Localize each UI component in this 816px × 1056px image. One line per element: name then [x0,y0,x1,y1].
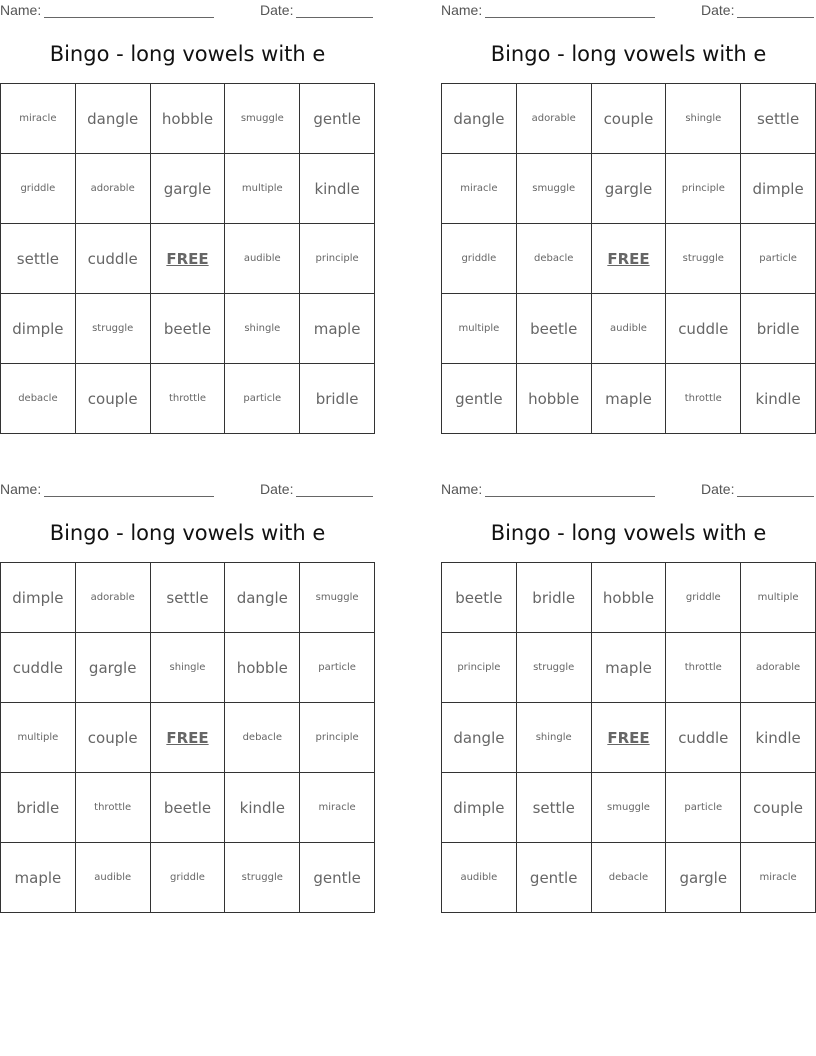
bingo-cell: adorable [741,633,816,703]
bingo-cell: griddle [1,154,76,224]
bingo-cell: dangle [76,84,151,154]
free-space: FREE [592,224,667,294]
bingo-cell: bridle [1,773,76,843]
name-field [441,2,655,18]
bingo-cell: couple [592,84,667,154]
bingo-cell: principle [300,703,375,773]
bingo-cell: settle [1,224,76,294]
bingo-grid [441,83,816,434]
bingo-card [0,479,375,887]
bingo-cell: miracle [442,154,517,224]
date-field [260,481,373,497]
bingo-cell: gentle [517,843,592,913]
card-title: Bingo - long vowels with e [490,42,767,66]
name-blank [44,3,214,18]
bingo-cell: adorable [76,154,151,224]
name-blank [485,482,655,497]
bingo-cell: miracle [741,843,816,913]
bingo-cell: maple [592,364,667,434]
bingo-card [441,479,816,887]
bingo-cell: maple [300,294,375,364]
bingo-cell: miracle [300,773,375,843]
bingo-grid [0,562,375,913]
name-label: Name: [441,481,483,497]
card-title: Bingo - long vowels with e [49,42,326,66]
bingo-cell: dangle [225,563,300,633]
bingo-cell: struggle [76,294,151,364]
bingo-cell: dimple [1,294,76,364]
bingo-cell: smuggle [592,773,667,843]
card-header [0,0,375,20]
bingo-cell: beetle [151,773,226,843]
date-label: Date: [701,2,735,18]
card-title: Bingo - long vowels with e [49,521,326,545]
bingo-cell: kindle [300,154,375,224]
bingo-cell: cuddle [666,294,741,364]
bingo-cell: maple [1,843,76,913]
bingo-cell: throttle [151,364,226,434]
bingo-cell: dangle [442,703,517,773]
bingo-cell: shingle [225,294,300,364]
date-label: Date: [260,2,294,18]
name-field [0,481,214,497]
bingo-cell: principle [442,633,517,703]
bingo-cell: principle [300,224,375,294]
bingo-cell: audible [592,294,667,364]
bingo-cell: couple [76,703,151,773]
card-header [0,479,375,499]
card-header [441,479,816,499]
bingo-cell: gargle [76,633,151,703]
bingo-cell: smuggle [225,84,300,154]
bingo-grid [441,562,816,913]
name-blank [485,3,655,18]
bingo-cell: griddle [666,563,741,633]
bingo-cell: dangle [442,84,517,154]
date-blank [737,482,814,497]
card-title: Bingo - long vowels with e [490,521,767,545]
date-blank [737,3,814,18]
date-field [701,481,814,497]
date-field [260,2,373,18]
bingo-cell: kindle [741,703,816,773]
bingo-cell: debacle [1,364,76,434]
bingo-cell: adorable [76,563,151,633]
bingo-cell: multiple [1,703,76,773]
date-blank [296,482,373,497]
bingo-cell: principle [666,154,741,224]
date-blank [296,3,373,18]
name-field [0,2,214,18]
bingo-cell: bridle [741,294,816,364]
bingo-cell: dimple [442,773,517,843]
name-label: Name: [0,481,42,497]
bingo-card [0,0,375,408]
bingo-cell: gargle [592,154,667,224]
bingo-cell: hobble [592,563,667,633]
bingo-cell: shingle [666,84,741,154]
bingo-cell: audible [225,224,300,294]
bingo-cell: debacle [592,843,667,913]
bingo-cell: cuddle [666,703,741,773]
bingo-cell: adorable [517,84,592,154]
bingo-cell: griddle [151,843,226,913]
bingo-cell: gargle [151,154,226,224]
bingo-cell: particle [666,773,741,843]
bingo-cell: hobble [225,633,300,703]
bingo-cell: kindle [741,364,816,434]
name-blank [44,482,214,497]
bingo-cell: beetle [151,294,226,364]
name-field [441,481,655,497]
bingo-cell: shingle [517,703,592,773]
bingo-cell: maple [592,633,667,703]
bingo-cell: multiple [442,294,517,364]
card-header [441,0,816,20]
bingo-cell: griddle [442,224,517,294]
bingo-cell: particle [225,364,300,434]
free-space: FREE [151,703,226,773]
bingo-cell: kindle [225,773,300,843]
bingo-cell: debacle [225,703,300,773]
bingo-cell: multiple [225,154,300,224]
bingo-cell: throttle [666,633,741,703]
bingo-cell: hobble [151,84,226,154]
bingo-cell: miracle [1,84,76,154]
bingo-cell: shingle [151,633,226,703]
bingo-cell: smuggle [517,154,592,224]
bingo-cell: gentle [300,843,375,913]
bingo-cell: throttle [666,364,741,434]
name-label: Name: [0,2,42,18]
bingo-cell: settle [151,563,226,633]
bingo-cell: multiple [741,563,816,633]
bingo-cell: dimple [741,154,816,224]
bingo-cell: bridle [517,563,592,633]
free-space: FREE [592,703,667,773]
bingo-cell: audible [76,843,151,913]
bingo-cell: particle [300,633,375,703]
name-label: Name: [441,2,483,18]
bingo-cell: struggle [666,224,741,294]
bingo-cell: settle [741,84,816,154]
bingo-cell: struggle [225,843,300,913]
bingo-cell: couple [76,364,151,434]
bingo-cell: cuddle [76,224,151,294]
bingo-cell: particle [741,224,816,294]
bingo-grid [0,83,375,434]
bingo-cell: beetle [442,563,517,633]
bingo-cell: bridle [300,364,375,434]
bingo-cell: smuggle [300,563,375,633]
bingo-cell: couple [741,773,816,843]
bingo-card [441,0,816,408]
date-label: Date: [701,481,735,497]
bingo-cell: hobble [517,364,592,434]
bingo-cell: debacle [517,224,592,294]
date-label: Date: [260,481,294,497]
bingo-cell: beetle [517,294,592,364]
bingo-cell: cuddle [1,633,76,703]
bingo-cell: struggle [517,633,592,703]
free-space: FREE [151,224,226,294]
date-field [701,2,814,18]
bingo-cell: settle [517,773,592,843]
bingo-cell: gentle [300,84,375,154]
bingo-cell: throttle [76,773,151,843]
bingo-cell: audible [442,843,517,913]
bingo-cell: gentle [442,364,517,434]
bingo-cell: dimple [1,563,76,633]
bingo-cell: gargle [666,843,741,913]
